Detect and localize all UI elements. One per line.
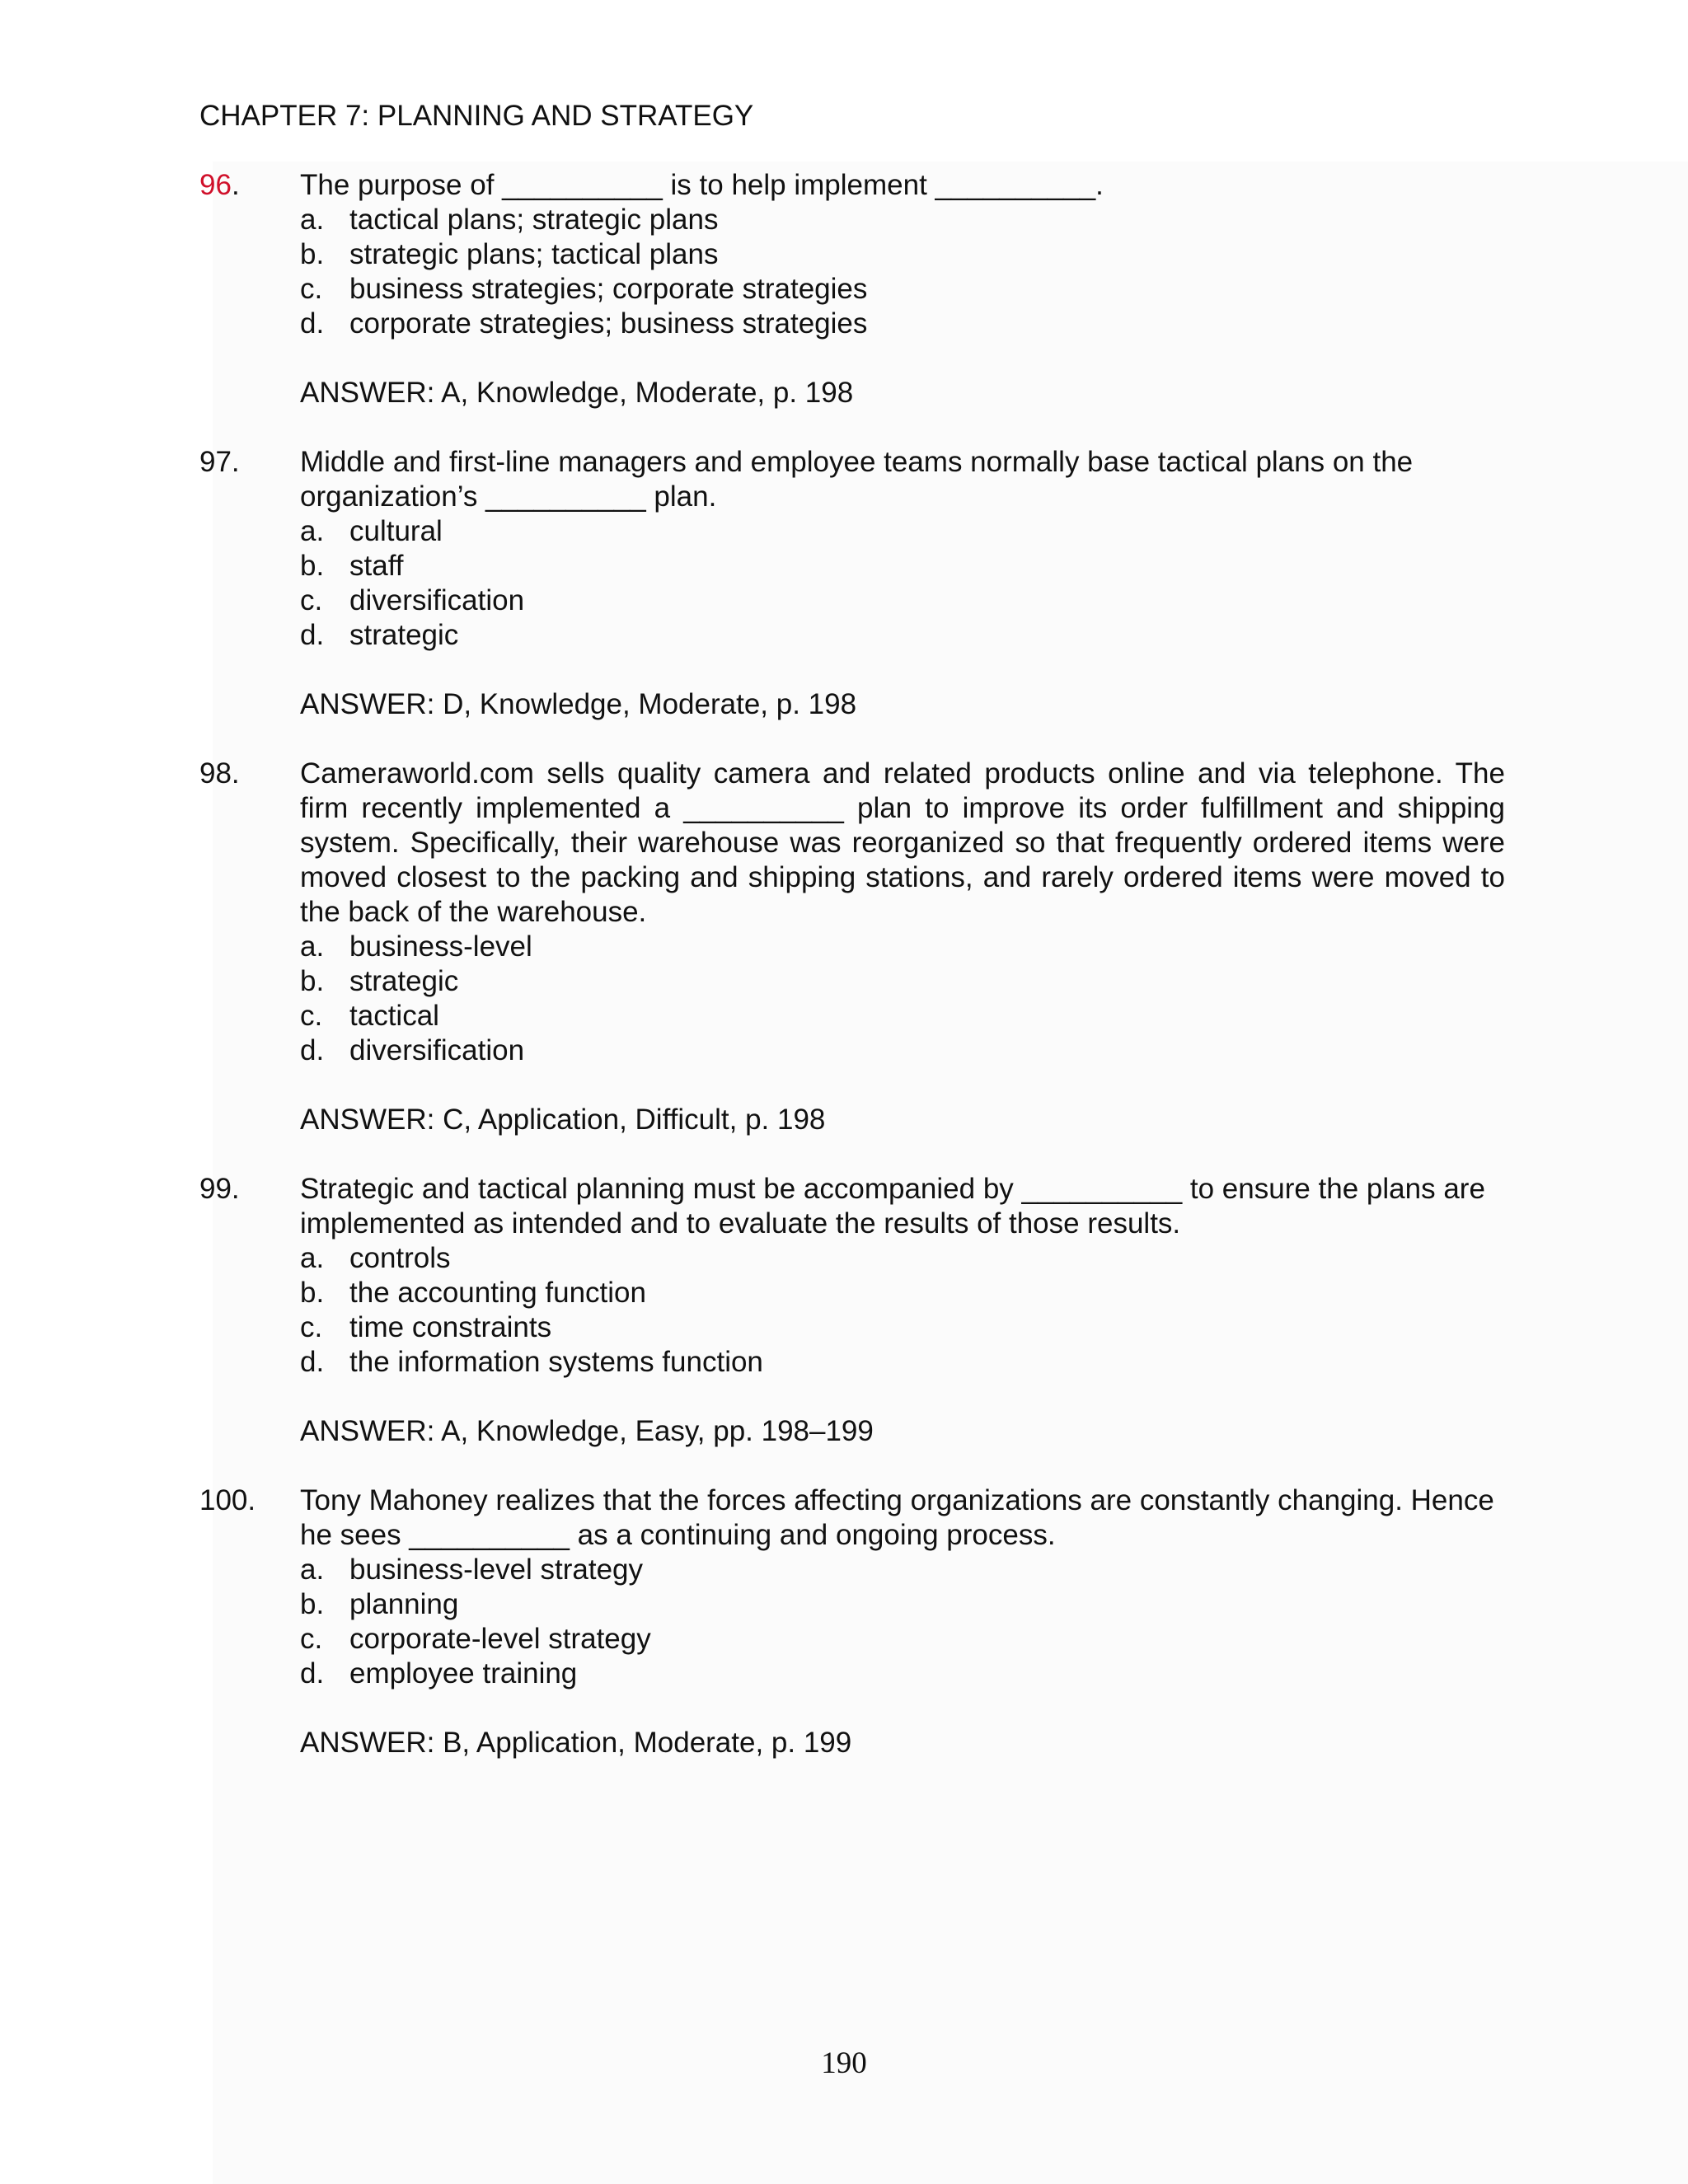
option-text: business-level bbox=[349, 930, 532, 963]
option-b bbox=[300, 237, 1505, 272]
answer-line: ANSWER: D, Knowledge, Moderate, p. 198 bbox=[300, 688, 857, 720]
question-number: 100. bbox=[199, 1484, 256, 1516]
option-letter: d. bbox=[300, 307, 325, 340]
option-text: diversification bbox=[349, 1034, 525, 1066]
option-text: employee training bbox=[349, 1657, 578, 1690]
option-letter: b. bbox=[300, 238, 325, 270]
option-letter: c. bbox=[300, 1000, 323, 1032]
answer-line: ANSWER: C, Application, Difficult, p. 198 bbox=[300, 1104, 826, 1136]
option-a bbox=[300, 930, 1505, 964]
option-a bbox=[300, 514, 1505, 549]
option-text: tactical bbox=[349, 1000, 439, 1032]
question-number-highlight: 96 bbox=[199, 169, 232, 201]
option-letter: d. bbox=[300, 1346, 325, 1378]
option-letter: d. bbox=[300, 619, 325, 651]
option-text: cultural bbox=[349, 515, 443, 547]
option-text: the accounting function bbox=[349, 1277, 646, 1309]
option-c bbox=[300, 999, 1505, 1033]
option-letter: c. bbox=[300, 273, 323, 305]
option-text: corporate-level strategy bbox=[349, 1623, 651, 1655]
question-list bbox=[199, 168, 1505, 1795]
option-list bbox=[300, 1241, 1505, 1380]
option-text: the information systems function bbox=[349, 1346, 763, 1378]
option-letter: a. bbox=[300, 930, 325, 963]
option-letter: b. bbox=[300, 965, 325, 997]
option-d bbox=[300, 1033, 1505, 1068]
option-letter: c. bbox=[300, 1311, 323, 1343]
question-stem: The purpose of __________ is to help implement __________. bbox=[300, 169, 1104, 201]
option-letter: b. bbox=[300, 1588, 325, 1620]
chapter-title: CHAPTER 7: PLANNING AND STRATEGY bbox=[199, 100, 754, 132]
option-text: tactical plans; strategic plans bbox=[349, 204, 719, 236]
option-a bbox=[300, 1553, 1505, 1587]
option-d bbox=[300, 618, 1505, 653]
question-number bbox=[199, 168, 300, 203]
option-letter: c. bbox=[300, 1623, 323, 1655]
option-a bbox=[300, 1241, 1505, 1276]
option-c bbox=[300, 583, 1505, 618]
option-letter: c. bbox=[300, 584, 323, 616]
question-number-suffix: . bbox=[231, 169, 240, 201]
option-list bbox=[300, 203, 1505, 341]
option-c bbox=[300, 1310, 1505, 1345]
question-98 bbox=[199, 757, 1505, 1137]
option-b bbox=[300, 1587, 1505, 1622]
option-list bbox=[300, 930, 1505, 1068]
answer-line: ANSWER: A, Knowledge, Easy, pp. 198–199 bbox=[300, 1415, 874, 1447]
option-text: planning bbox=[349, 1588, 459, 1620]
option-letter: b. bbox=[300, 550, 325, 582]
answer-line: ANSWER: A, Knowledge, Moderate, p. 198 bbox=[300, 377, 854, 409]
option-letter: a. bbox=[300, 204, 325, 236]
option-d bbox=[300, 1345, 1505, 1380]
page-number: 190 bbox=[821, 2046, 867, 2080]
option-text: strategic bbox=[349, 619, 459, 651]
option-text: strategic plans; tactical plans bbox=[349, 238, 719, 270]
question-99 bbox=[199, 1172, 1505, 1449]
option-b bbox=[300, 1276, 1505, 1310]
question-number: 98. bbox=[199, 757, 240, 790]
option-b bbox=[300, 549, 1505, 583]
option-c bbox=[300, 1622, 1505, 1657]
option-letter: a. bbox=[300, 1554, 325, 1586]
question-stem: Tony Mahoney realizes that the forces affecting organizations are constantly changing. Hence he sees __________ as a continuing and ongoing process. bbox=[300, 1484, 1494, 1551]
option-text: strategic bbox=[349, 965, 459, 997]
question-96 bbox=[199, 168, 1505, 410]
option-a bbox=[300, 203, 1505, 237]
option-text: staff bbox=[349, 550, 404, 582]
question-stem: Strategic and tactical planning must be accompanied by __________ to ensure the plans are implemented as intended and to evaluate the results of those results. bbox=[300, 1173, 1485, 1240]
option-letter: a. bbox=[300, 1242, 325, 1274]
option-letter: d. bbox=[300, 1034, 325, 1066]
option-text: corporate strategies; business strategies bbox=[349, 307, 868, 340]
question-97 bbox=[199, 445, 1505, 722]
option-text: controls bbox=[349, 1242, 451, 1274]
question-stem: Cameraworld.com sells quality camera and related products online and via telephone. The firm recently implemented a __________ plan to improve its order fulfillment and shipping system. Specifically, their warehouse was reorganized so that frequently ordered items were moved closest to the packing and shipping stations, and rarely ordered items were moved to the back of the warehouse. bbox=[300, 757, 1505, 928]
question-100 bbox=[199, 1483, 1505, 1760]
option-c bbox=[300, 272, 1505, 307]
option-b bbox=[300, 964, 1505, 999]
option-letter: d. bbox=[300, 1657, 325, 1690]
option-list bbox=[300, 514, 1505, 653]
question-number: 99. bbox=[199, 1173, 240, 1205]
option-letter: b. bbox=[300, 1277, 325, 1309]
option-text: time constraints bbox=[349, 1311, 552, 1343]
option-letter: a. bbox=[300, 515, 325, 547]
option-text: diversification bbox=[349, 584, 525, 616]
option-d bbox=[300, 307, 1505, 341]
option-d bbox=[300, 1657, 1505, 1691]
option-text: business strategies; corporate strategies bbox=[349, 273, 868, 305]
option-text: business-level strategy bbox=[349, 1554, 643, 1586]
question-number: 97. bbox=[199, 446, 240, 478]
answer-line: ANSWER: B, Application, Moderate, p. 199 bbox=[300, 1727, 852, 1759]
question-stem: Middle and first-line managers and employee teams normally base tactical plans on the organization’s __________ plan. bbox=[300, 446, 1414, 513]
option-list bbox=[300, 1553, 1505, 1691]
